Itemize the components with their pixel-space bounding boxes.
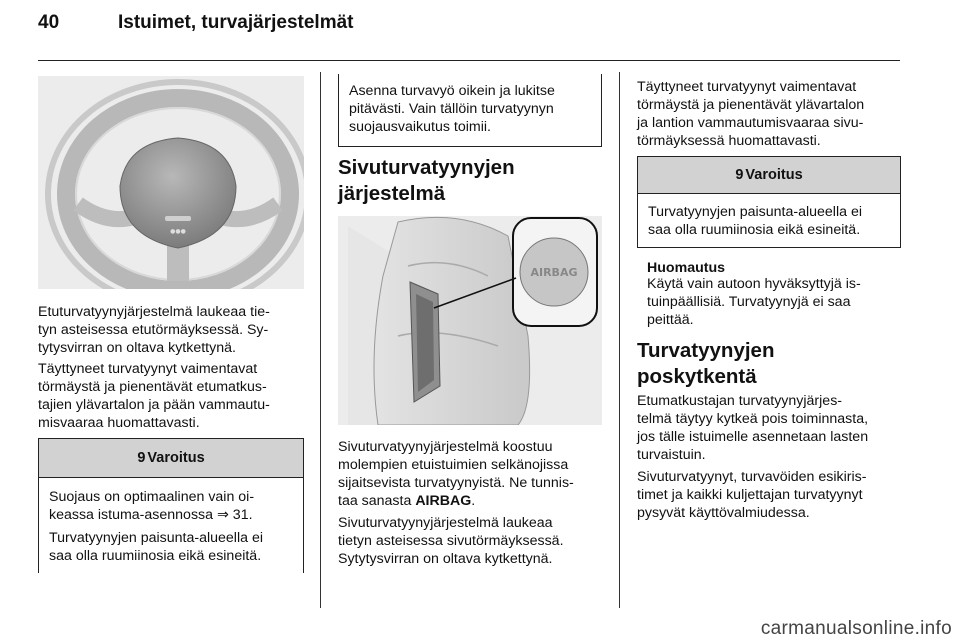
text-frontal-airbag-trigger: Etuturvatyynyjärjestelmä laukeaa tie- tyn asteisessa etutörmäyksessä. Sy- tytysvirran on oltava kytkettynä. <box>38 304 270 356</box>
side-airbag-location-end: . <box>471 493 476 509</box>
warning-title: Varoitus <box>745 167 803 183</box>
column-divider-2 <box>619 72 620 608</box>
page-title: Istuimet, turvajärjestelmät <box>118 12 354 33</box>
column-divider-1 <box>320 72 321 608</box>
note-text-seat-covers: Käytä vain autoon hyväksyttyjä is- tuinpäällisiä. Turvatyynyjä ei saa peittää. <box>647 276 861 328</box>
section-heading-airbag-deactivation: Turvatyynyjen poskytkentä <box>637 339 775 388</box>
text-side-airbag-trigger: Sivuturvatyynyjärjestelmä laukeaa tietyn asteisessa sivutörmäyksessä. Sytytysvirran on oltava kytkettynä. <box>338 515 564 567</box>
seat-airbag-illustration <box>338 216 602 425</box>
section-heading-side-airbags: Sivuturvatyynyjen järjestelmä <box>338 156 515 205</box>
warning-text-deploy-zone: Turvatyynyjen paisunta-alueella ei saa olla ruumiinosia eikä esineitä. <box>49 530 263 564</box>
seat-backrest-icon <box>338 216 602 425</box>
warning-box-continued <box>338 74 602 147</box>
warning-text-deploy-zone: Turvatyynyjen paisunta-alueella ei saa olla ruumiinosia eikä esineitä. <box>648 204 862 238</box>
text-remaining-active: Sivuturvatyynyt, turvavöiden esikiris- timet ja kaikki kuljettajan turvatyynyt pysyvät käyttövalmiudessa. <box>637 469 867 521</box>
text-deactivation-child-seat: Etumatkustajan turvatyynyjärjes- telmä täytyy kytkeä pois toiminnasta, jos tälle istuimelle asennetaan lasten turvaistuin. <box>637 393 869 463</box>
warning-triangle-icon: 9 <box>137 450 146 466</box>
warning-text-belt: Asenna turvavyö oikein ja lukitse pitävästi. Vain tällöin turvatyynyn suojausvaikutus toimii. <box>349 83 555 135</box>
header-rule <box>38 60 900 61</box>
svg-text:●●●: ●●● <box>170 228 186 235</box>
warning-title: Varoitus <box>147 450 205 466</box>
airbag-word: AIRBAG <box>415 493 472 509</box>
warning-box-side <box>637 156 901 248</box>
warning-triangle-icon: 9 <box>735 167 744 183</box>
text-side-airbag-effect: Täyttyneet turvatyynyt vaimentavat törmäystä ja pienentävät ylävartalon ja lantion vammautumisvaaraa sivu- törmäyksessä huomattavasti. <box>637 79 865 149</box>
warning-box-frontal <box>38 438 304 573</box>
text-frontal-airbag-effect: Täyttyneet turvatyynyt vaimentavat törmäystä ja pienentävät etumatkus- tajien ylävartalon ja pään vammautu- misvaaraa huomattavasti. <box>38 361 270 431</box>
warning-text-seating: Suojaus on optimaalinen vain oi- keassa istuma-asennossa ⇒ 31. <box>49 489 255 523</box>
watermark: carmanualsonline.info <box>760 618 952 639</box>
note-label: Huomautus <box>647 260 726 276</box>
steering-wheel-illustration <box>38 76 304 289</box>
warning-header <box>39 439 303 478</box>
page-number: 40 <box>38 12 60 33</box>
side-airbag-location-text: Sivuturvatyynyjärjestelmä koostuu molempien etuistuimien selkänojissa sijaitsevista turvatyynyistä. Ne tunnis- taa sanasta <box>338 439 574 509</box>
text-side-airbag-location <box>338 438 608 510</box>
airbag-embossing-label: AIRBAG <box>530 266 578 279</box>
steering-wheel-icon <box>38 76 304 289</box>
warning-header <box>638 157 900 194</box>
